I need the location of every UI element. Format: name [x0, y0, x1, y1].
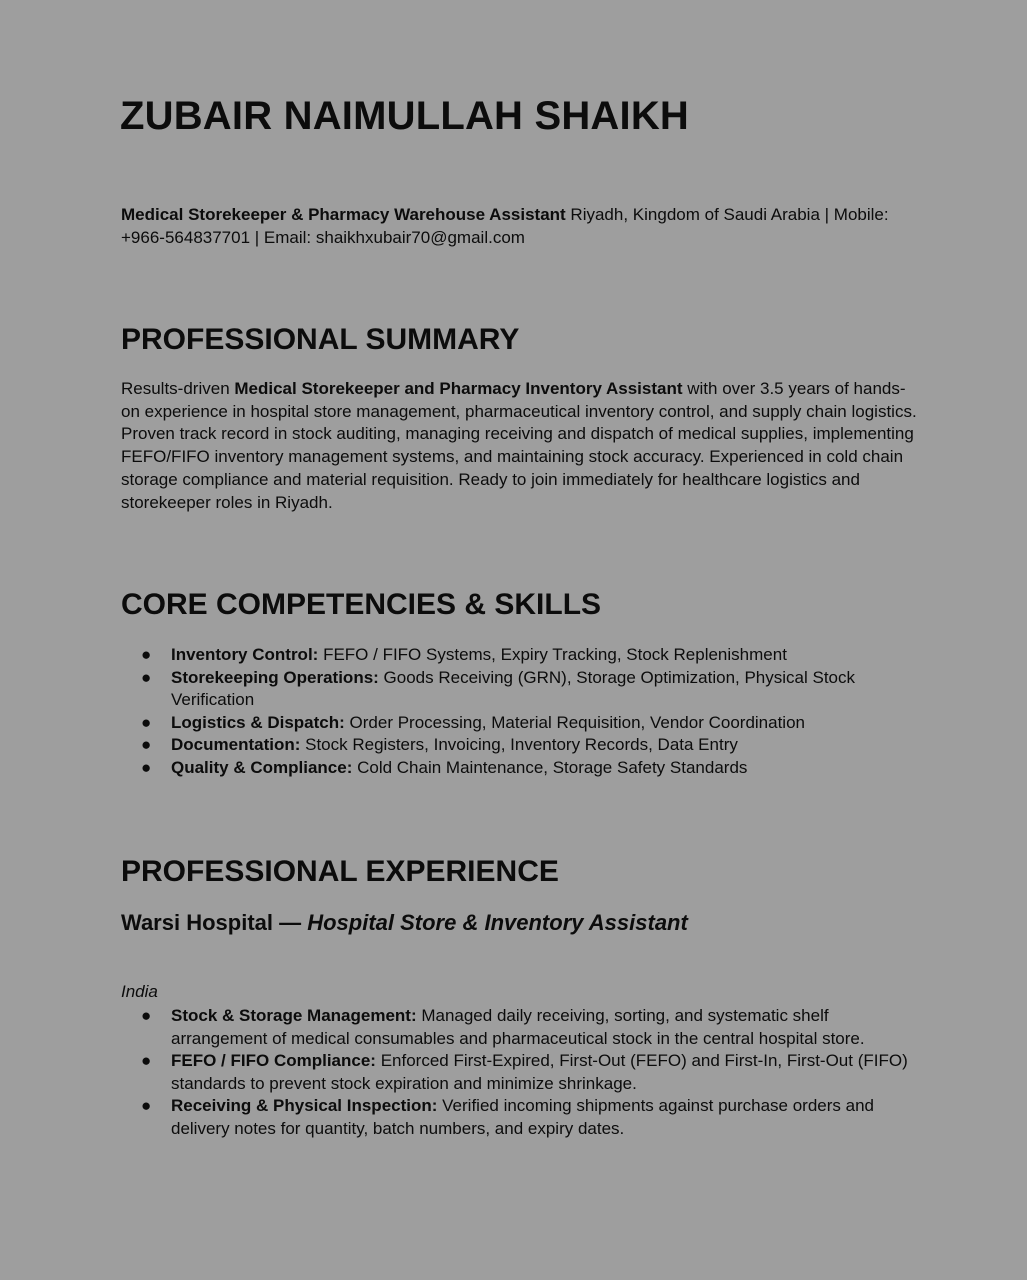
bullet-icon: ● [141, 645, 152, 664]
skill-label: Quality & Compliance: [171, 757, 353, 777]
skill-text: Stock Registers, Invoicing, Inventory Records, Data Entry [300, 735, 738, 755]
bullet-icon: ● [141, 1096, 152, 1116]
employer-name: Warsi Hospital — [121, 910, 308, 935]
experience-list [121, 1005, 921, 1141]
skills-heading: CORE COMPETENCIES & SKILLS [121, 588, 602, 621]
skill-text: FEFO / FIFO Systems, Expiry Tracking, Stock Replenishment [318, 645, 787, 664]
list-item [121, 1050, 921, 1095]
summary-paragraph [121, 378, 921, 514]
bullet-icon: ● [141, 1051, 152, 1071]
contact-details: Riyadh, Kingdom of Saudi Arabia | Mobile: +966-564837701 | Email: shaikhxubair70@gmail.com [121, 205, 889, 247]
duty-label: Receiving & Physical Inspection: [171, 1096, 438, 1116]
duty-label: Stock & Storage Management: [171, 1006, 417, 1025]
skill-text: Cold Chain Maintenance, Storage Safety Standards [352, 757, 748, 777]
skills-list [121, 644, 921, 780]
duty-text: Managed daily receiving, sorting, and systematic shelf arrangement of medical consumables and pharmaceutical stock in the central hospital store. [171, 1006, 865, 1048]
experience-heading: PROFESSIONAL EXPERIENCE [121, 855, 559, 888]
duty-text: Verified incoming shipments against purchase orders and delivery notes for quantity, batch numbers, and expiry dates. [171, 1096, 875, 1138]
list-item [121, 1005, 921, 1050]
bullet-icon: ● [141, 667, 152, 687]
duty-text: Enforced First-Expired, First-Out (FEFO) and First-In, First-Out (FIFO) standards to prevent stock expiration and minimize shrinkage. [171, 1051, 908, 1093]
bullet-icon: ● [141, 735, 152, 755]
list-item [121, 712, 921, 735]
skill-text: Goods Receiving (GRN), Storage Optimization, Physical Stock Verification [171, 667, 856, 710]
skill-label: Inventory Control: [171, 645, 319, 664]
headline: Medical Storekeeper & Pharmacy Warehouse Assistant [121, 205, 566, 224]
skill-text: Order Processing, Material Requisition, Vendor Coordination [344, 712, 805, 732]
duty-label: FEFO / FIFO Compliance: [171, 1051, 376, 1071]
list-item [121, 1095, 921, 1140]
skill-label: Documentation: [171, 735, 301, 755]
bullet-icon: ● [141, 712, 152, 732]
job-role: Hospital Store & Inventory Assistant [307, 910, 688, 935]
job-location: India [121, 982, 158, 1001]
summary-body: with over 3.5 years of hands-on experience in hospital store management, pharmaceutical inventory control, and supply chain logistics. Proven track record in stock auditing, managing receiving and dispatch of medical supplies, implementing FEFO/FIFO inventory management systems, and maintaining stock accuracy. Experienced in cold chain storage compliance and material requisition. Ready to join immediately for healthcare logistics and storekeeper roles in Riyadh. [121, 379, 917, 512]
skill-label: Storekeeping Operations: [171, 667, 379, 687]
bullet-icon: ● [141, 1006, 152, 1025]
skill-label: Logistics & Dispatch: [171, 712, 345, 732]
bullet-icon: ● [141, 757, 152, 777]
summary-heading: PROFESSIONAL SUMMARY [121, 323, 520, 356]
list-item [121, 667, 921, 712]
list-item [121, 644, 921, 667]
list-item [121, 734, 921, 757]
job-title [121, 910, 688, 936]
list-item [121, 757, 921, 780]
contact-block [121, 203, 911, 249]
summary-highlight: Medical Storekeeper and Pharmacy Inventory Assistant [234, 379, 683, 398]
candidate-name: ZUBAIR NAIMULLAH SHAIKH [120, 94, 689, 138]
summary-intro: Results-driven [121, 379, 235, 398]
